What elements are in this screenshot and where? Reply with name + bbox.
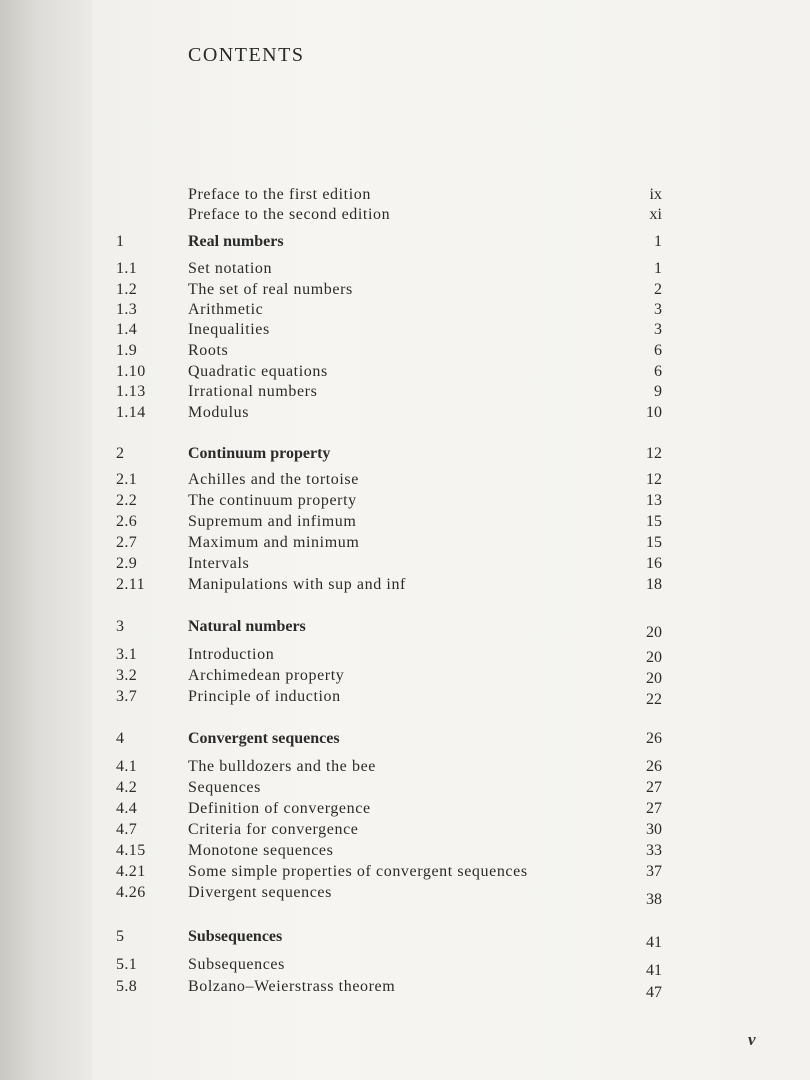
section-title: Subsequences (188, 956, 285, 973)
section-number: 1.10 (116, 363, 146, 380)
section-number: 4.1 (116, 758, 138, 775)
section-title: Irrational numbers (188, 383, 318, 400)
section-number: 2.2 (116, 492, 138, 509)
toc-entry-row (0, 645, 810, 665)
section-number: 2.7 (116, 534, 138, 551)
toc-entry-row (0, 205, 810, 225)
section-title: Quadratic equations (188, 363, 328, 380)
chapter-row (0, 729, 810, 749)
toc-entry-row (0, 883, 810, 908)
toc-entry-row (0, 554, 810, 574)
page-number: 13 (646, 492, 662, 509)
section-title: Bolzano–Weierstrass theorem (188, 978, 396, 995)
section-number: 2.6 (116, 513, 138, 530)
page-number: 2 (654, 281, 662, 298)
page-number: 20 (646, 670, 662, 687)
page-number: 26 (646, 758, 662, 775)
section-number: 4.26 (116, 884, 146, 901)
section-title: Intervals (188, 555, 250, 572)
section-number: 4.4 (116, 800, 138, 817)
chapter-row (0, 444, 810, 464)
section-number: 1.13 (116, 383, 146, 400)
chapter-title: Continuum property (188, 445, 331, 462)
page-number: 12 (646, 471, 662, 488)
page-number: 18 (646, 576, 662, 593)
page-number: 27 (646, 779, 662, 796)
toc-entry-row (0, 403, 810, 423)
section-title: Criteria for convergence (188, 821, 359, 838)
page-number: 27 (646, 800, 662, 817)
page-number: 15 (646, 534, 662, 551)
page-number: ix (649, 186, 662, 203)
chapter-title: Subsequences (188, 928, 283, 945)
section-title: Supremum and infimum (188, 513, 357, 530)
section-number: 4.21 (116, 863, 146, 880)
section-number: 1.1 (116, 260, 138, 277)
chapter-title: Convergent sequences (188, 730, 340, 747)
page-number: 1 (654, 260, 662, 277)
chapter-number: 3 (116, 618, 125, 635)
page-number: xi (649, 206, 662, 223)
section-number: 1.14 (116, 404, 146, 421)
section-title: Archimedean property (188, 667, 345, 684)
toc-entry-row (0, 757, 810, 777)
section-number: 2.9 (116, 555, 138, 572)
page-number: 38 (646, 891, 662, 908)
toc-entry-row (0, 259, 810, 279)
page-number: 3 (654, 321, 662, 338)
section-title: Inequalities (188, 321, 270, 338)
page-number: 6 (654, 342, 662, 359)
page-number: 26 (646, 730, 662, 747)
section-title: Arithmetic (188, 301, 264, 318)
toc-entry-row (0, 362, 810, 382)
page-number: 41 (646, 934, 662, 951)
section-title: Maximum and minimum (188, 534, 360, 551)
section-title: Divergent sequences (188, 884, 332, 901)
section-title: Some simple properties of convergent sequences (188, 863, 528, 880)
toc-entry-row (0, 977, 810, 1001)
page-number: 3 (654, 301, 662, 318)
page-number: 47 (646, 984, 662, 1001)
toc-entry-row (0, 512, 810, 532)
section-title: Preface to the first edition (188, 186, 371, 203)
section-number: 2.11 (116, 576, 146, 593)
toc-entry-row (0, 666, 810, 686)
page-folio: v (748, 1030, 756, 1049)
page-number: 9 (654, 383, 662, 400)
section-title: Definition of convergence (188, 800, 371, 817)
section-number: 2.1 (116, 471, 138, 488)
toc-entry-row (0, 341, 810, 361)
page-number: 37 (646, 863, 662, 880)
page-number: 33 (646, 842, 662, 859)
section-number: 1.2 (116, 281, 138, 298)
section-title: The continuum property (188, 492, 357, 509)
section-number: 5.1 (116, 956, 138, 973)
section-title: Monotone sequences (188, 842, 334, 859)
chapter-title: Natural numbers (188, 618, 306, 635)
page-number: 12 (646, 445, 662, 462)
chapter-title: Real numbers (188, 233, 284, 250)
section-number: 1.3 (116, 301, 138, 318)
toc-entry-row (0, 841, 810, 861)
section-number: 4.15 (116, 842, 146, 859)
section-title: Modulus (188, 404, 250, 421)
page-number: 6 (654, 363, 662, 380)
toc-entry-row (0, 862, 810, 882)
chapter-number: 2 (116, 445, 125, 462)
section-title: Achilles and the tortoise (188, 471, 359, 488)
chapter-number: 1 (116, 233, 125, 250)
page-number: 20 (646, 624, 662, 641)
section-number: 1.4 (116, 321, 138, 338)
chapter-row (0, 232, 810, 252)
toc-entry-row (0, 300, 810, 320)
toc-entry-row (0, 778, 810, 798)
page-number: 30 (646, 821, 662, 838)
toc-entry-row (0, 955, 810, 979)
toc-entry-row (0, 491, 810, 511)
page-number: 22 (646, 691, 662, 708)
section-title: Preface to the second edition (188, 206, 391, 223)
section-title: Set notation (188, 260, 273, 277)
toc-entry-row (0, 575, 810, 595)
section-number: 1.9 (116, 342, 138, 359)
section-number: 3.1 (116, 646, 138, 663)
page-number: 41 (646, 962, 662, 979)
page-number: 10 (646, 404, 662, 421)
section-title: Manipulations with sup and inf (188, 576, 406, 593)
section-number: 4.7 (116, 821, 138, 838)
section-number: 4.2 (116, 779, 138, 796)
section-title: The set of real numbers (188, 281, 353, 298)
chapter-number: 5 (116, 928, 125, 945)
section-number: 3.2 (116, 667, 138, 684)
chapter-number: 4 (116, 730, 125, 747)
section-title: Roots (188, 342, 229, 359)
toc-entry-row (0, 382, 810, 402)
section-title: Sequences (188, 779, 261, 796)
toc-entry-row (0, 820, 810, 840)
section-number: 5.8 (116, 978, 138, 995)
page-number: 15 (646, 513, 662, 530)
section-title: Principle of induction (188, 688, 341, 705)
chapter-row (0, 927, 810, 951)
toc-entry-row (0, 470, 810, 490)
section-number: 3.7 (116, 688, 138, 705)
page-number: 1 (654, 233, 662, 250)
page-number: 20 (646, 649, 662, 666)
toc-entry-row (0, 687, 810, 707)
section-title: The bulldozers and the bee (188, 758, 376, 775)
toc-entry-row (0, 280, 810, 300)
page-number: 16 (646, 555, 662, 572)
toc-entry-row (0, 799, 810, 819)
page-title: CONTENTS (188, 44, 305, 66)
toc-entry-row (0, 320, 810, 340)
chapter-row (0, 617, 810, 641)
toc-entry-row (0, 533, 810, 553)
section-title: Introduction (188, 646, 275, 663)
toc-entry-row (0, 185, 810, 205)
